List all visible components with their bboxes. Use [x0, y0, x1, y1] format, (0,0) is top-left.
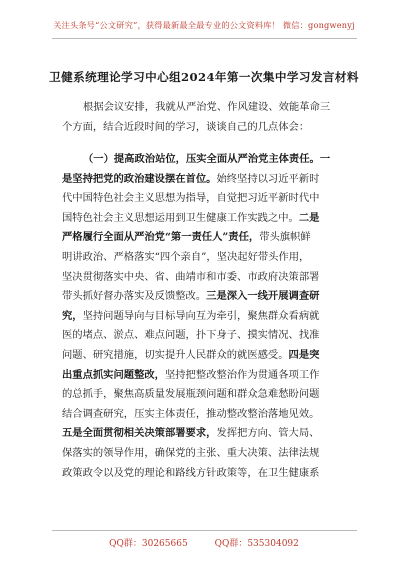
paragraph-line: [62, 150, 358, 170]
paragraph-line: [62, 170, 358, 190]
paragraph-line: [62, 268, 358, 288]
bold-heading-text: （一）提高政治站位，压实全面从严治党主体责任。一: [83, 153, 331, 165]
paragraph-line: [62, 189, 358, 209]
paragraph-line: [62, 326, 358, 346]
document-title: 卫健系统理论学习中心组2024年第一次集中学习发言材料: [49, 70, 359, 84]
paragraph-line: [62, 248, 358, 268]
body-text: 坚持把整改整治作为贯通各项工作: [164, 368, 320, 381]
footer: [0, 536, 408, 549]
bold-heading-text: 三是深入一线开展调查研: [206, 290, 320, 303]
bold-heading-text: 究，: [62, 309, 83, 322]
body-text: 坚决贯彻落实中央、省、曲靖市和市委、市政府决策部署: [62, 270, 320, 283]
paragraph-line: [62, 346, 358, 366]
paragraph-line: [62, 444, 358, 464]
body-text: 保落实的领导作用，确保党的主张、重大决策、法律法规: [62, 446, 320, 459]
body-text: 国特色社会主义思想运用到卫生健康工作实践之中。: [62, 211, 299, 224]
bold-heading-text: 五是全面贯彻相关决策部署要求，: [62, 427, 217, 440]
body-text: 代中国特色社会主义思想为指导，自觉把习近平新时代中: [62, 192, 320, 205]
paragraph-line: [62, 366, 358, 386]
header-banner: 关注头条号“公文研究”，获得最新最全最专业的公文资料库！ 微信：gongwenyj: [53, 20, 355, 30]
body-text: 政策政令以及党的理论和路线方针政策等，在卫生健康系: [62, 466, 320, 479]
body-text: 发挥把方向、管大局、: [216, 427, 320, 440]
paragraph-line: [62, 385, 358, 405]
main-paragraph: [62, 150, 358, 483]
body-text: 的总抓手，聚焦高质量发展瓶颈问题和群众急难愁盼问题: [62, 388, 320, 401]
bold-heading-text: 是坚持把党的政治建设摆在首位。: [62, 172, 217, 185]
body-text: 结合调查研究，压实主体责任，推动整改整治落地见效。: [62, 407, 320, 420]
bold-heading-text: 严格履行全面从严治党“第一责任人”责任，: [62, 231, 260, 244]
header-divider: [52, 38, 357, 39]
body-text: 带头抓好督办落实及反馈整改。: [62, 290, 207, 303]
paragraph-line: [62, 209, 358, 229]
paragraph-line: [62, 307, 358, 327]
footer-qq-group-2: QQ群：535304092: [214, 539, 299, 549]
intro-line: 根据会议安排，我就从严治党、作风建设、效能革命三: [83, 101, 331, 113]
body-text: 明讲政治、严格落实“四个亲自”，坚决起好带头作用，: [62, 250, 310, 263]
paragraph-line: [62, 405, 358, 425]
bold-heading-text: 四是突: [288, 348, 320, 361]
intro-paragraph: [62, 98, 358, 137]
intro-line: 个方面，结合近段时间的学习，谈谈自己的几点体会：: [62, 120, 310, 133]
body-text: 问题、研究措施，切实提升人民群众的就医感受。: [62, 348, 289, 361]
body-text: 坚持问题导向与目标导向互为牵引，聚焦群众看病就: [82, 309, 320, 322]
paragraph-line: [62, 464, 358, 484]
body-text: 医的堵点、淤点、难点问题，扑下身子、摸实情况、找准: [62, 329, 320, 342]
body-text: 带头旗帜鲜: [259, 231, 311, 244]
footer-qq-group-1: QQ群：30265665: [109, 539, 188, 549]
body-text: 始终坚持以习近平新时: [216, 172, 320, 185]
footer-divider: [52, 530, 357, 531]
bold-heading-text: 出重点抓实问题整改，: [62, 368, 165, 381]
paragraph-line: [62, 287, 358, 307]
paragraph-line: [62, 424, 358, 444]
paragraph-line: [62, 228, 358, 248]
bold-heading-text: 二是: [298, 211, 320, 224]
